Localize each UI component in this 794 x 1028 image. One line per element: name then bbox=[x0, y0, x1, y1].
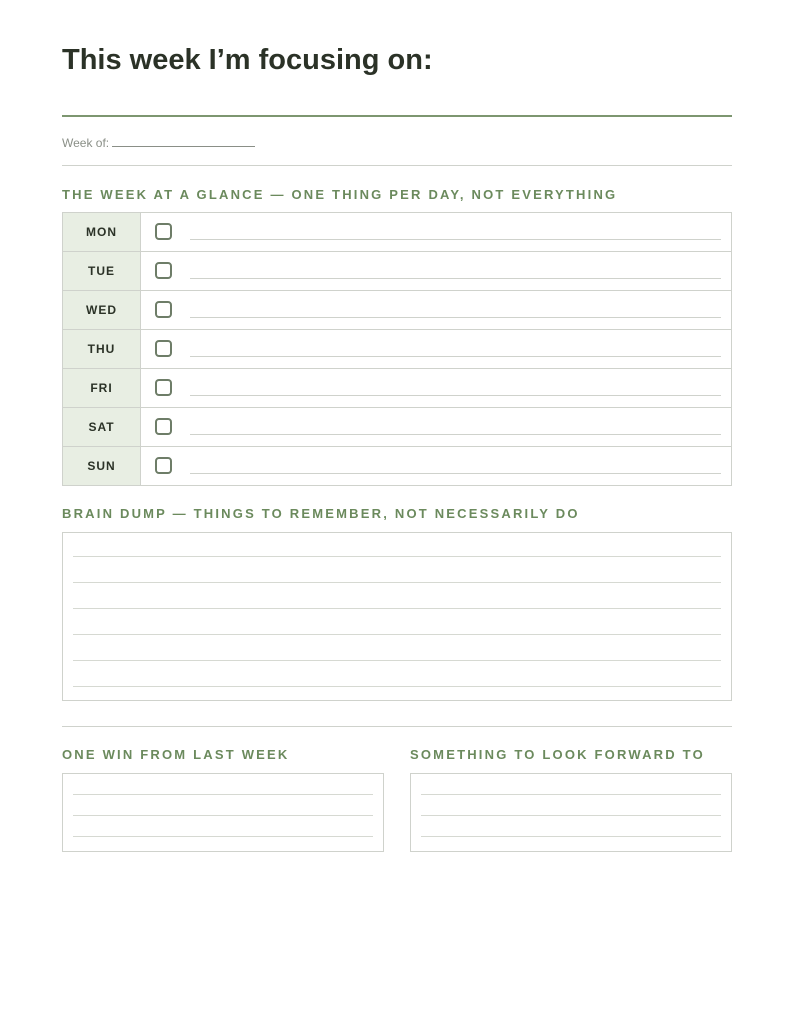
writing-line bbox=[73, 556, 721, 557]
day-entry[interactable] bbox=[141, 252, 732, 291]
day-entry[interactable] bbox=[141, 447, 732, 486]
writing-line bbox=[73, 608, 721, 609]
writing-line bbox=[73, 634, 721, 635]
writing-line bbox=[73, 582, 721, 583]
checkbox[interactable] bbox=[155, 457, 172, 474]
week-at-a-glance-heading: THE WEEK AT A GLANCE — ONE THING PER DAY, NOT EVERYTHING bbox=[62, 187, 618, 202]
day-label: SAT bbox=[63, 408, 141, 447]
day-row-sat bbox=[63, 408, 732, 447]
writing-line bbox=[190, 278, 721, 279]
day-entry[interactable] bbox=[141, 213, 732, 252]
day-label: TUE bbox=[63, 252, 141, 291]
writing-line bbox=[190, 434, 721, 435]
writing-line bbox=[190, 317, 721, 318]
day-row-mon bbox=[63, 213, 732, 252]
checkbox[interactable] bbox=[155, 223, 172, 240]
day-label: THU bbox=[63, 330, 141, 369]
week-of-label: Week of: bbox=[62, 136, 110, 150]
writing-line bbox=[421, 836, 721, 837]
day-row-thu bbox=[63, 330, 732, 369]
brain-dump-heading: BRAIN DUMP — THINGS TO REMEMBER, NOT NECESSARILY DO bbox=[62, 506, 580, 521]
writing-line bbox=[190, 356, 721, 357]
day-row-fri bbox=[63, 369, 732, 408]
writing-line bbox=[73, 815, 373, 816]
checkbox[interactable] bbox=[155, 418, 172, 435]
look-forward-box[interactable] bbox=[410, 773, 732, 852]
divider bbox=[62, 726, 732, 727]
day-entry[interactable] bbox=[141, 330, 732, 369]
week-of-field bbox=[62, 135, 255, 150]
writing-line bbox=[190, 395, 721, 396]
divider bbox=[62, 165, 732, 166]
checkbox[interactable] bbox=[155, 379, 172, 396]
day-label: WED bbox=[63, 291, 141, 330]
writing-line bbox=[421, 815, 721, 816]
win-heading: ONE WIN FROM LAST WEEK bbox=[62, 747, 290, 762]
checkbox[interactable] bbox=[155, 262, 172, 279]
day-entry[interactable] bbox=[141, 408, 732, 447]
checkbox[interactable] bbox=[155, 340, 172, 357]
week-of-blank[interactable] bbox=[112, 135, 255, 147]
day-row-wed bbox=[63, 291, 732, 330]
day-entry[interactable] bbox=[141, 291, 732, 330]
day-label: MON bbox=[63, 213, 141, 252]
checkbox[interactable] bbox=[155, 301, 172, 318]
writing-line bbox=[421, 794, 721, 795]
writing-line bbox=[73, 794, 373, 795]
day-entry[interactable] bbox=[141, 369, 732, 408]
day-label: FRI bbox=[63, 369, 141, 408]
win-box[interactable] bbox=[62, 773, 384, 852]
day-label: SUN bbox=[63, 447, 141, 486]
brain-dump-box[interactable] bbox=[62, 532, 732, 701]
writing-line bbox=[190, 239, 721, 240]
writing-line bbox=[73, 686, 721, 687]
day-row-sun bbox=[63, 447, 732, 486]
look-forward-heading: SOMETHING TO LOOK FORWARD TO bbox=[410, 747, 705, 762]
week-table bbox=[62, 212, 732, 486]
writing-line bbox=[190, 473, 721, 474]
writing-line bbox=[73, 836, 373, 837]
page-title: This week I’m focusing on: bbox=[62, 44, 433, 76]
writing-line bbox=[73, 660, 721, 661]
title-underline bbox=[62, 115, 732, 117]
day-row-tue bbox=[63, 252, 732, 291]
